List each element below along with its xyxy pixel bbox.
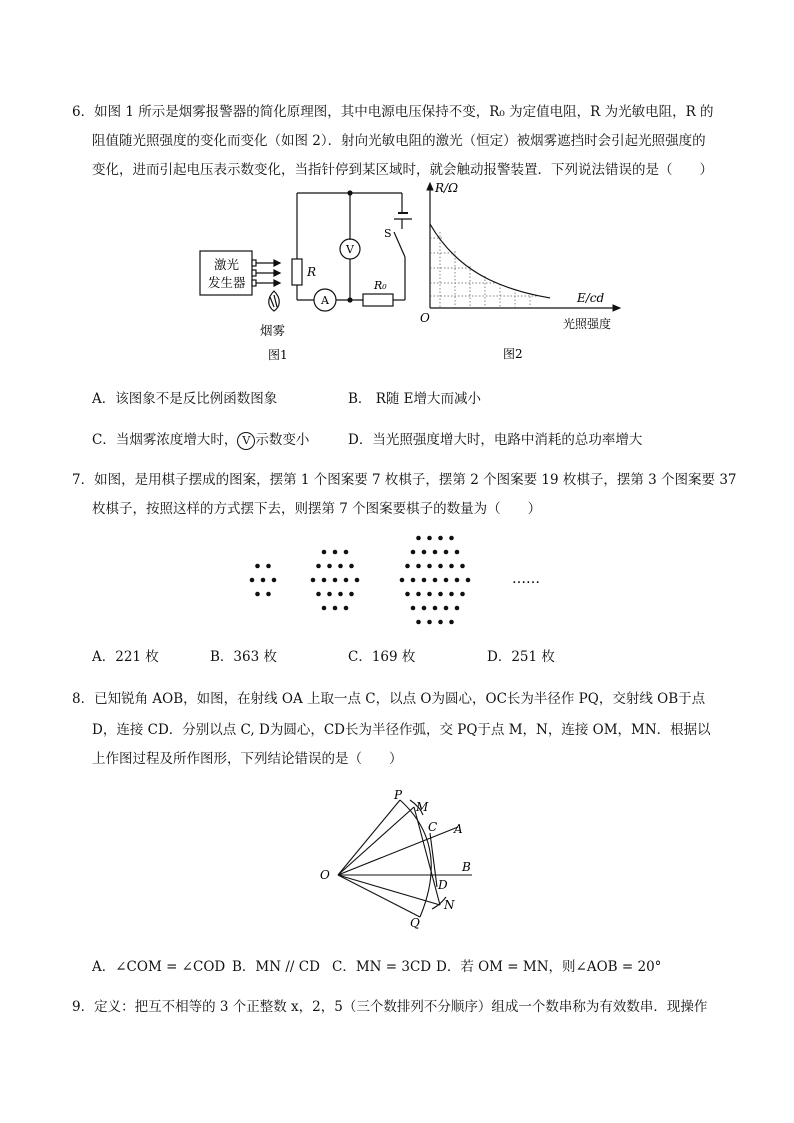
fig1-caption: 图1 bbox=[268, 348, 288, 362]
q8-option-d: D．若 OM = MN，则∠AOB = 20° bbox=[436, 959, 662, 975]
chess-piece-dot bbox=[438, 536, 443, 541]
chess-piece-dot bbox=[416, 592, 421, 597]
label-R: R bbox=[307, 265, 317, 279]
chess-piece-dot bbox=[344, 578, 349, 583]
label-P: P bbox=[394, 788, 403, 802]
chess-piece-dot bbox=[433, 606, 438, 611]
chess-piece-dot bbox=[422, 578, 427, 583]
chess-piece-dot bbox=[438, 620, 443, 625]
q6-option-a: A．该图象不是反比例函数图象 bbox=[92, 391, 278, 407]
label-R0: R₀ bbox=[374, 279, 387, 292]
chess-piece-dot bbox=[422, 606, 427, 611]
chess-piece-dot bbox=[433, 550, 438, 555]
q7-option-a: A．221 枚 bbox=[92, 649, 159, 665]
label-D: D bbox=[438, 878, 448, 892]
q6-option-c-pre: C．当烟雾浓度增大时， bbox=[92, 432, 238, 448]
q7-option-b: B．363 枚 bbox=[210, 649, 277, 665]
chess-piece-dot bbox=[322, 606, 327, 611]
chess-piece-dot bbox=[344, 606, 349, 611]
chess-piece-dot bbox=[444, 606, 449, 611]
chess-piece-dot bbox=[322, 550, 327, 555]
chess-piece-dot bbox=[333, 578, 338, 583]
chess-piece-dot bbox=[322, 578, 327, 583]
ray-OA bbox=[338, 827, 458, 875]
q7-line-1: 7．如图，是用棋子摆成的图案，摆第 1 个图案要 7 枚棋子，摆第 2 个图案要 19 枚棋子，摆第 3 个图案要 37 bbox=[72, 472, 737, 488]
chess-piece-dot bbox=[316, 592, 321, 597]
chess-piece-dot bbox=[449, 592, 454, 597]
chess-piece-dot bbox=[460, 564, 465, 569]
chess-piece-dot bbox=[427, 536, 432, 541]
q9-line-1: 9．定义：把互不相等的 3 个正整数 x，2，5（三个数排列不分顺序）组成一个数串称为有效数串．现操作 bbox=[72, 999, 708, 1015]
x-axis-label: E/cd bbox=[577, 291, 605, 305]
chess-piece-dot bbox=[250, 578, 255, 583]
arc-PQ bbox=[400, 800, 431, 917]
segment-OM bbox=[338, 807, 414, 875]
voltmeter-inline-icon bbox=[237, 432, 255, 450]
chess-piece-dot bbox=[266, 592, 271, 597]
chess-piece-dot bbox=[344, 550, 349, 555]
chess-piece-dot bbox=[444, 550, 449, 555]
label-O: O bbox=[320, 868, 330, 882]
pattern-2 bbox=[311, 550, 360, 611]
chess-piece-dot bbox=[405, 564, 410, 569]
q6-option-c bbox=[92, 428, 309, 450]
q8-option-a: A．∠COM = ∠COD bbox=[92, 959, 226, 975]
q7-dot-patterns bbox=[230, 530, 560, 630]
chess-piece-dot bbox=[427, 564, 432, 569]
x-caption: 光照强度 bbox=[563, 317, 612, 331]
chess-piece-dot bbox=[338, 564, 343, 569]
q6-line-1: 6．如图 1 所示是烟雾报警器的简化原理图，其中电源电压保持不变，R₀ 为定值电阻，R 为光敏电阻，R 的 bbox=[72, 104, 714, 120]
label-Q: Q bbox=[410, 916, 420, 930]
chess-piece-dot bbox=[311, 578, 316, 583]
segment-ON bbox=[338, 875, 440, 905]
patterns-ellipsis: …… bbox=[512, 571, 540, 587]
q8-option-c: C．MN = 3CD bbox=[332, 959, 432, 975]
q6-line-3: 变化，进而引起电压表示数变化，当指针停到某区域时，就会触动报警装置．下列说法错误的是（ ） bbox=[92, 162, 713, 178]
chess-piece-dot bbox=[327, 592, 332, 597]
chess-piece-dot bbox=[338, 592, 343, 597]
chess-piece-dot bbox=[272, 578, 277, 583]
q6-figure-1-circuit bbox=[190, 185, 420, 370]
laser-box-line1: 激光 bbox=[214, 257, 240, 272]
chess-piece-dot bbox=[400, 578, 405, 583]
label-V: V bbox=[346, 243, 354, 256]
chess-piece-dot bbox=[261, 578, 266, 583]
y-axis-label: R/Ω bbox=[435, 181, 459, 195]
origin-label: O bbox=[420, 311, 430, 325]
chess-piece-dot bbox=[411, 578, 416, 583]
chess-piece-dot bbox=[411, 550, 416, 555]
chess-piece-dot bbox=[416, 620, 421, 625]
chess-piece-dot bbox=[316, 564, 321, 569]
q6-line-2: 阻值随光照强度的变化而变化（如图 2）．射向光敏电阻的激光（恒定）被烟雾遮挡时会引起光照强度的 bbox=[92, 133, 706, 149]
chess-piece-dot bbox=[333, 550, 338, 555]
chess-piece-dot bbox=[438, 564, 443, 569]
chess-piece-dot bbox=[466, 578, 471, 583]
label-S: S bbox=[384, 227, 392, 240]
chess-piece-dot bbox=[460, 592, 465, 597]
q8-line-3: 上作图过程及所作图形，下列结论错误的是（ ） bbox=[92, 751, 403, 767]
chess-piece-dot bbox=[422, 550, 427, 555]
q8-line-1: 8．已知锐角 AOB，如图，在射线 OA 上取一点 C，以点 O为圆心，OC长为半径作 PQ，交射线 OB于点 bbox=[72, 691, 706, 707]
q7-line-2: 枚棋子，按照这样的方式摆下去，则摆第 7 个图案要棋子的数量为（ ） bbox=[92, 501, 542, 517]
label-N: N bbox=[444, 898, 455, 912]
chess-piece-dot bbox=[455, 550, 460, 555]
pattern-3 bbox=[400, 536, 471, 625]
chess-piece-dot bbox=[449, 620, 454, 625]
segment-OP bbox=[338, 800, 400, 875]
chess-piece-dot bbox=[355, 578, 360, 583]
resistor-R bbox=[292, 259, 302, 285]
chess-piece-dot bbox=[416, 536, 421, 541]
q6-option-d: D．当光照强度增大时，电路中消耗的总功率增大 bbox=[348, 432, 643, 448]
q8-geometry-figure bbox=[310, 785, 510, 935]
chess-piece-dot bbox=[438, 592, 443, 597]
laser-box-line2: 发生器 bbox=[208, 275, 246, 290]
smoke-label: 烟雾 bbox=[260, 323, 286, 338]
resistance-curve bbox=[430, 224, 550, 298]
q8-option-b: B．MN // CD bbox=[232, 959, 320, 975]
chess-piece-dot bbox=[333, 606, 338, 611]
chess-piece-dot bbox=[455, 606, 460, 611]
q6-option-c-post: 示数变小 bbox=[255, 432, 310, 448]
chess-piece-dot bbox=[349, 564, 354, 569]
chess-piece-dot bbox=[449, 536, 454, 541]
q8-line-2: D，连接 CD．分别以点 C, D为圆心，CD长为半径作弧，交 PQ于点 M，N，连接 OM，MN．根据以 bbox=[92, 722, 711, 738]
q7-option-d: D．251 枚 bbox=[487, 649, 555, 665]
chess-piece-dot bbox=[444, 578, 449, 583]
pattern-1 bbox=[250, 564, 277, 597]
label-M: M bbox=[416, 800, 429, 814]
smoke-icon bbox=[269, 291, 280, 311]
chess-piece-dot bbox=[255, 564, 260, 569]
label-A: A bbox=[454, 822, 463, 836]
label-C: C bbox=[428, 820, 438, 834]
voltmeter-inline-label: V bbox=[242, 433, 251, 447]
chess-piece-dot bbox=[433, 578, 438, 583]
chess-piece-dot bbox=[416, 564, 421, 569]
chess-piece-dot bbox=[449, 564, 454, 569]
fig2-caption: 图2 bbox=[503, 347, 523, 361]
q6-option-b: B． R随 E增大而减小 bbox=[348, 391, 482, 407]
q6-figure-2-graph bbox=[415, 178, 625, 368]
chess-piece-dot bbox=[427, 592, 432, 597]
label-A: A bbox=[321, 294, 329, 307]
chess-piece-dot bbox=[327, 564, 332, 569]
resistor-R0 bbox=[363, 294, 393, 306]
q7-option-c: C．169 枚 bbox=[348, 649, 416, 665]
chess-piece-dot bbox=[349, 592, 354, 597]
chess-piece-dot bbox=[411, 606, 416, 611]
label-B: B bbox=[462, 860, 471, 874]
chess-piece-dot bbox=[266, 564, 271, 569]
switch-S bbox=[394, 232, 405, 257]
chess-piece-dot bbox=[405, 592, 410, 597]
chess-piece-dot bbox=[455, 578, 460, 583]
chess-piece-dot bbox=[255, 592, 260, 597]
chess-piece-dot bbox=[427, 620, 432, 625]
